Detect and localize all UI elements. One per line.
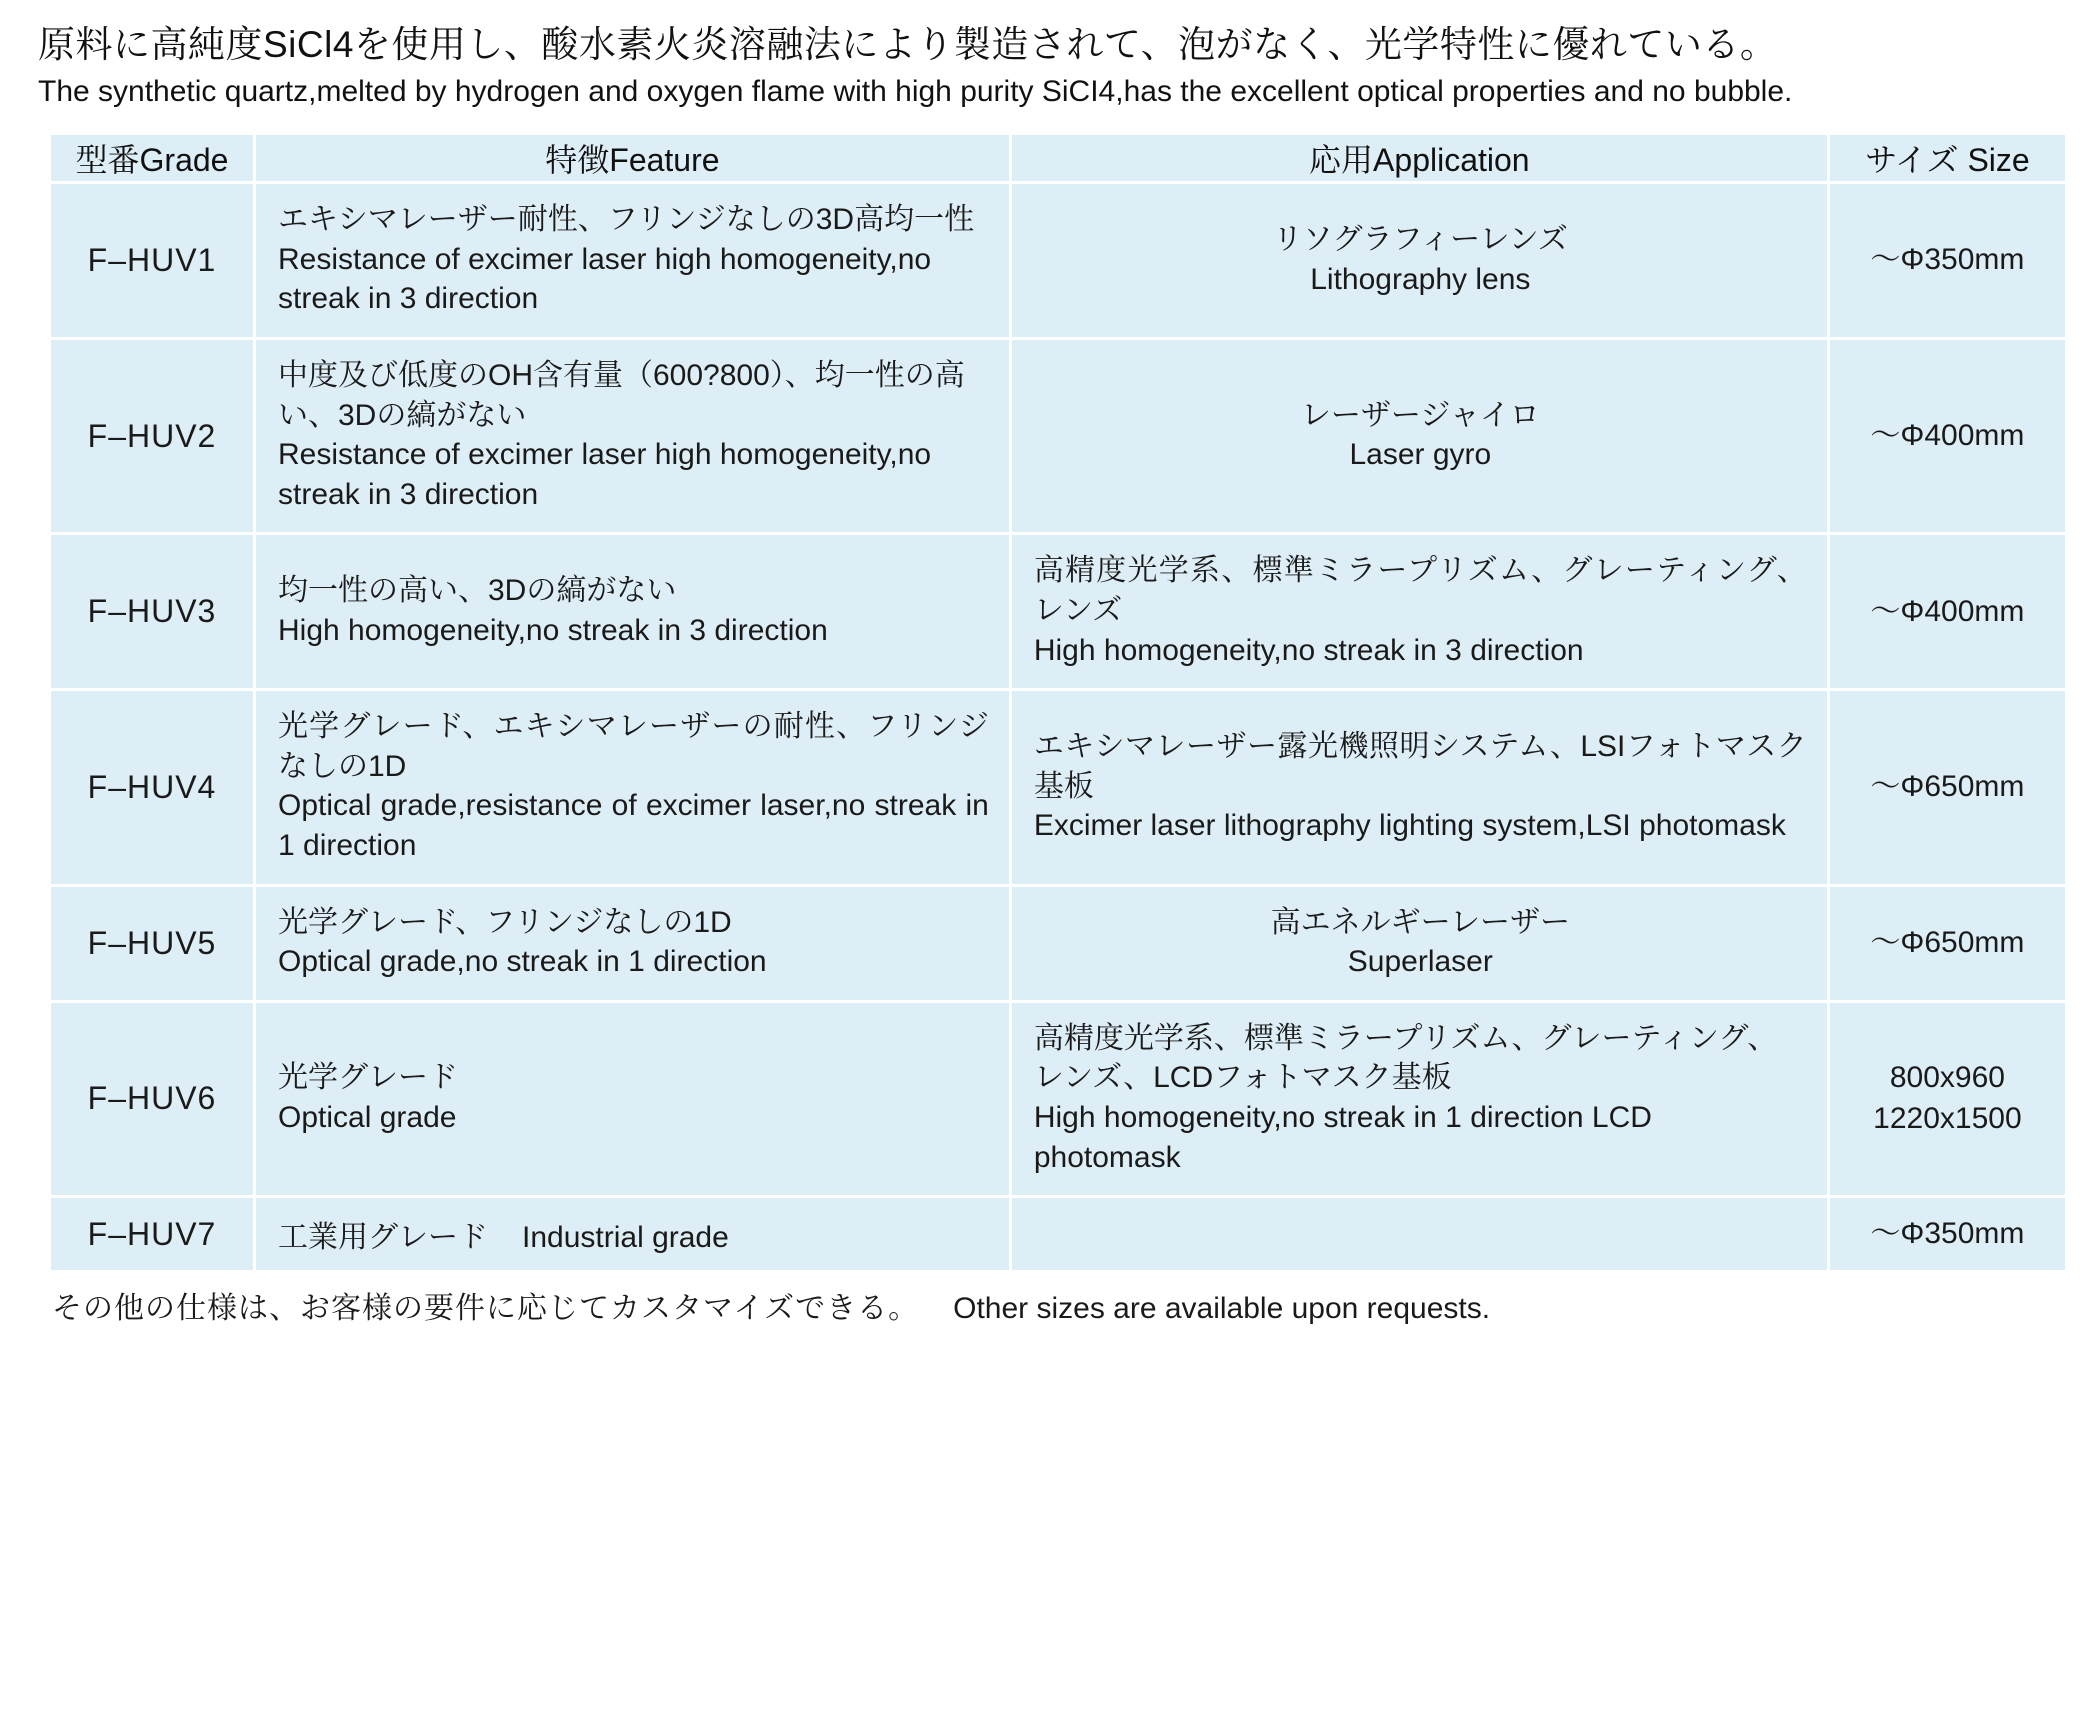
application-english: High homogeneity,no streak in 1 direction LCD photomask (1033, 1100, 1652, 1174)
intro-text-japanese: 原料に高純度SiCl4を使用し、酸水素火炎溶融法により製造されて、泡がなく、光学特性に優れている。 (38, 24, 1778, 65)
cell-size: ～Φ650mm (1828, 690, 2066, 885)
application-japanese: 高精度光学系、標準ミラープリズム、グレーティング、レンズ、LCDフォトマスク基板 (1033, 1021, 1778, 1095)
cell-grade: F–HUV4 (50, 690, 255, 885)
feature-english: Resistance of excimer laser high homogeneity,no streak in 3 direction (278, 242, 932, 316)
cell-size (1828, 1001, 2066, 1196)
cell-grade: F–HUV2 (50, 339, 255, 534)
cell-size: ～Φ400mm (1828, 534, 2066, 690)
feature-english: Optical grade,no streak in 1 direction (278, 945, 767, 979)
table-row (50, 885, 2067, 1001)
feature-japanese: 中度及び低度のOH含有量（600?800）、均一性の高い、3Dの縞がない (278, 359, 965, 432)
application-english: High homogeneity,no streak in 3 direction (1033, 633, 1584, 667)
application-english: Laser gyro (1349, 438, 1492, 472)
column-header-size: サイズ Size (1828, 134, 2066, 183)
intro-text-english: The synthetic quartz,melted by hydrogen and oxygen flame with high purity SiCI4,has the excellent optical properties and no bubble. (38, 75, 1793, 109)
cell-application (1010, 885, 1828, 1001)
feature-japanese: 光学グレード、エキシマレーザーの耐性、フリンジなしの1D (278, 710, 989, 783)
application-english: Lithography lens (1310, 262, 1531, 296)
cell-application (1010, 339, 1828, 534)
size-line-1: 800x960 (1889, 1061, 2005, 1095)
feature-english: Optical grade (278, 1100, 457, 1134)
cell-grade: F–HUV7 (50, 1197, 255, 1272)
application-japanese: 高精度光学系、標準ミラープリズム、グレーティング、レンズ (1033, 554, 1807, 627)
table-row (50, 534, 2067, 690)
table-row (50, 183, 2067, 339)
feature-japanese: エキシマレーザー耐性、フリンジなしの3D高均一性 (278, 203, 975, 237)
size-line-2: 1220x1500 (1873, 1101, 2022, 1135)
column-header-feature: 特徴Feature (255, 134, 1011, 183)
feature-japanese: 均一性の高い、3Dの縞がない (278, 574, 677, 608)
grade-specification-table (48, 132, 2068, 1273)
feature-japanese: 工業用グレード (278, 1221, 488, 1255)
cell-grade: F–HUV6 (50, 1001, 255, 1196)
application-english: Superlaser (1347, 945, 1493, 979)
cell-size: ～Φ650mm (1828, 885, 2066, 1001)
cell-feature (255, 339, 1011, 534)
feature-japanese: 光学グレード、フリンジなしの1D (278, 905, 732, 939)
table-row (50, 690, 2067, 885)
cell-application (1010, 1197, 1828, 1272)
feature-english: Industrial grade (522, 1221, 729, 1255)
cell-feature (255, 1197, 1011, 1272)
application-japanese: エキシマレーザー露光機照明システム、LSIフォトマスク基板 (1033, 729, 1807, 803)
cell-grade: F–HUV5 (50, 885, 255, 1001)
footer-note-japanese: その他の仕様は、お客様の要件に応じてカスタマイズできる。 (52, 1292, 920, 1326)
table-row (50, 339, 2067, 534)
cell-feature (255, 885, 1011, 1001)
column-header-application: 応用Application (1010, 134, 1828, 183)
footer-note (52, 1291, 2070, 1327)
cell-feature (255, 183, 1011, 339)
cell-size: ～Φ400mm (1828, 339, 2066, 534)
cell-application (1010, 690, 1828, 885)
footer-note-english: Other sizes are available upon requests. (953, 1292, 1491, 1326)
column-header-grade: 型番Grade (50, 134, 255, 183)
cell-application (1010, 534, 1828, 690)
cell-application (1010, 183, 1828, 339)
feature-english: Resistance of excimer laser high homogeneity,no streak in 3 direction (278, 438, 932, 511)
cell-size: ～Φ350mm (1828, 183, 2066, 339)
cell-feature (255, 534, 1011, 690)
application-japanese: レーザージャイロ (1300, 398, 1540, 432)
cell-size: ～Φ350mm (1828, 1197, 2066, 1272)
application-japanese: 高エネルギーレーザー (1270, 905, 1571, 939)
feature-english: Optical grade,resistance of excimer laser,no streak in 1 direction (278, 789, 989, 862)
cell-application (1010, 1001, 1828, 1196)
application-english: Excimer laser lithography lighting system,LSI photomask (1033, 809, 1786, 843)
table-header-row (50, 134, 2067, 183)
application-japanese: リソグラフィーレンズ (1272, 223, 1568, 257)
feature-english: High homogeneity,no streak in 3 direction (278, 613, 828, 647)
feature-japanese: 光学グレード (278, 1061, 458, 1095)
cell-grade: F–HUV1 (50, 183, 255, 339)
cell-feature (255, 690, 1011, 885)
cell-grade: F–HUV3 (50, 534, 255, 690)
cell-feature (255, 1001, 1011, 1196)
table-row (50, 1197, 2067, 1272)
table-row (50, 1001, 2067, 1196)
